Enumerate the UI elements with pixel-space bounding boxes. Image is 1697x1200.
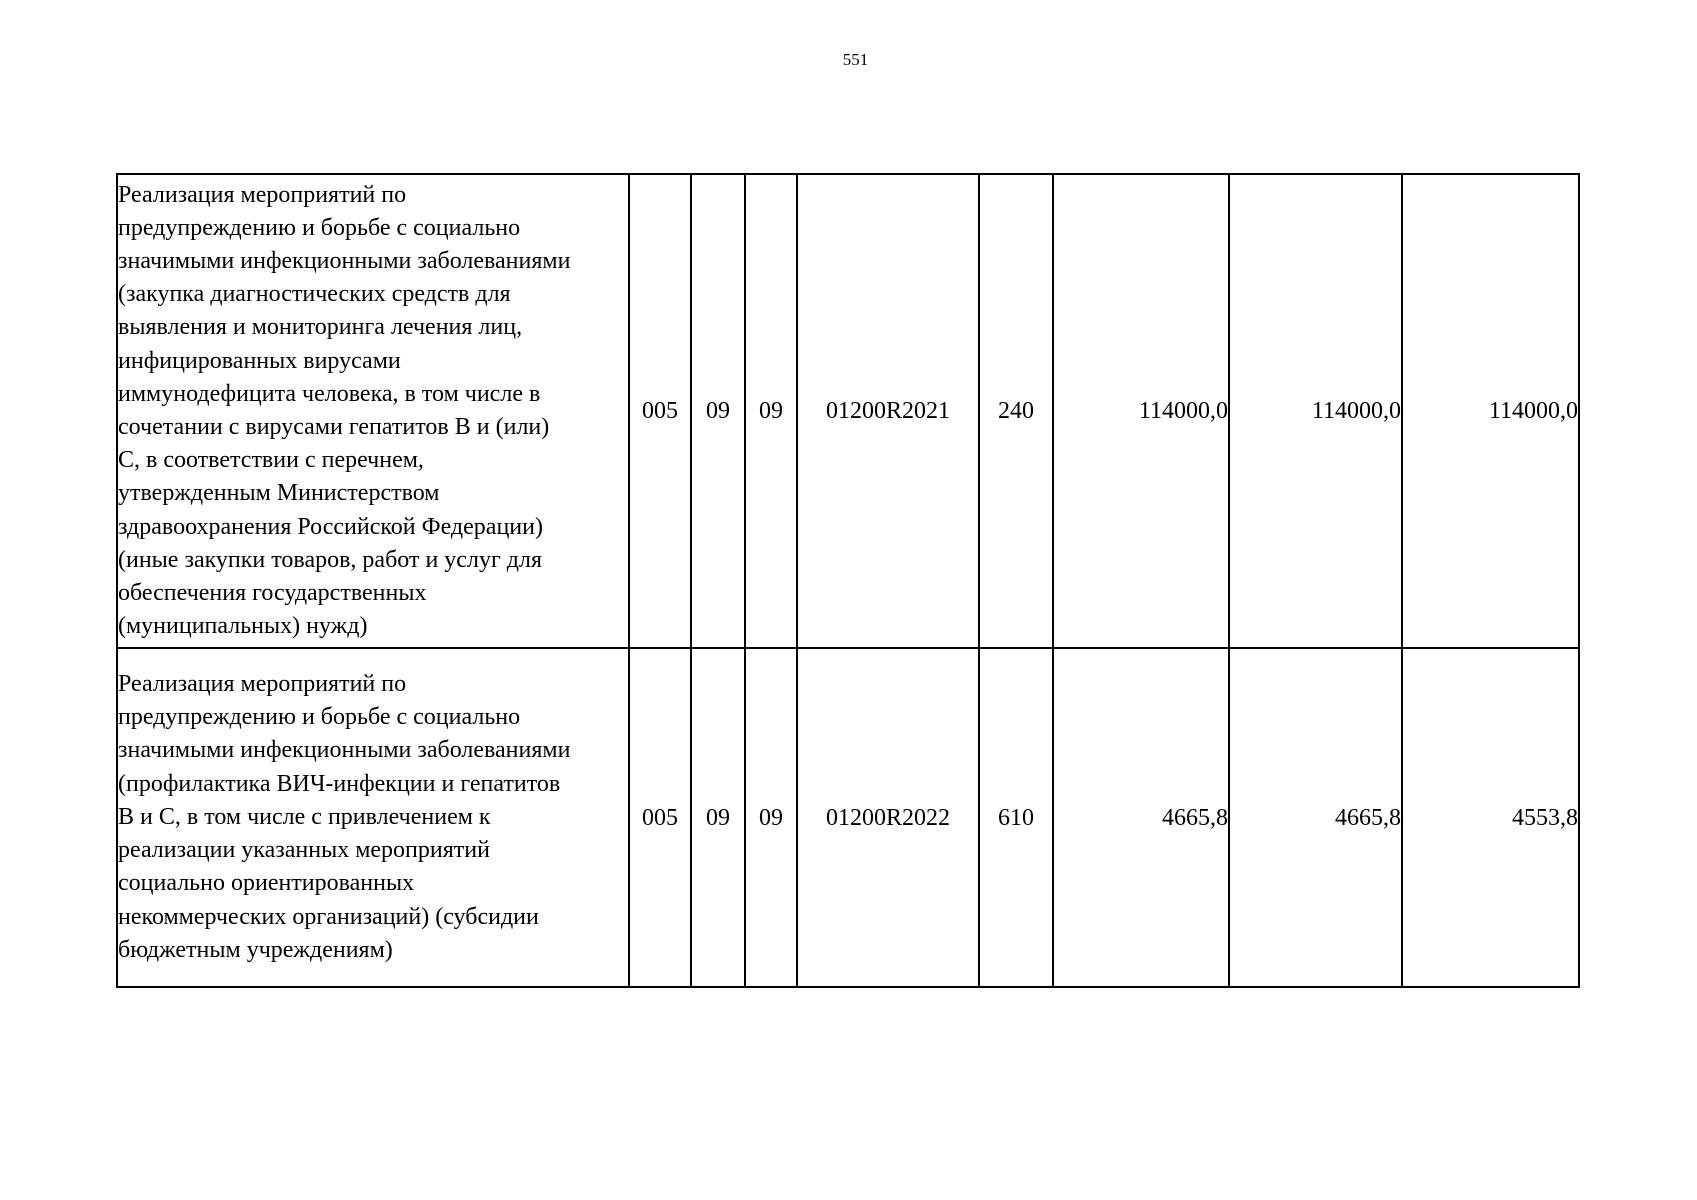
- expense-type-cell: 610: [979, 648, 1053, 987]
- subsection-code-cell: 09: [745, 174, 797, 648]
- amount-cell-1: 4665,8: [1053, 648, 1229, 987]
- target-article-cell: 01200R2021: [797, 174, 979, 648]
- amount-cell-1: 114000,0: [1053, 174, 1229, 648]
- section-code-cell: 09: [691, 648, 745, 987]
- subsection-code-cell: 09: [745, 648, 797, 987]
- target-article-cell: 01200R2022: [797, 648, 979, 987]
- ministry-code-cell: 005: [629, 648, 691, 987]
- expense-type-cell: 240: [979, 174, 1053, 648]
- page-number: 551: [842, 50, 869, 69]
- ministry-code-cell: 005: [629, 174, 691, 648]
- budget-table: [116, 173, 1580, 988]
- amount-cell-3: 114000,0: [1402, 174, 1579, 648]
- amount-cell-3: 4553,8: [1402, 648, 1579, 987]
- amount-cell-2: 4665,8: [1229, 648, 1402, 987]
- amount-cell-2: 114000,0: [1229, 174, 1402, 648]
- section-code-cell: 09: [691, 174, 745, 648]
- row-description: Реализация мероприятий по предупреждению и борьбе с социально значимыми инфекционными заболеваниями (профилактика ВИЧ-инфекции и гепатитов В и С, в том числе с привлечением к реализации указанных мероприятий социально ориентированных некоммерческих организаций) (субсидии бюджетным учреждениям): [117, 648, 629, 987]
- row-description: Реализация мероприятий по предупреждению и борьбе с социально значимыми инфекционными заболеваниями (закупка диагностических средств для выявления и мониторинга лечения лиц, инфицированных вирусами иммунодефицита человека, в том числе в сочетании с вирусами гепатитов В и (или) С, в соответствии с перечнем, утвержденным Министерством здравоохранения Российской Федерации) (иные закупки товаров, работ и услуг для обеспечения государственных (муниципальных) нужд): [117, 174, 629, 648]
- table-row: [117, 174, 1579, 648]
- table-row: [117, 648, 1579, 987]
